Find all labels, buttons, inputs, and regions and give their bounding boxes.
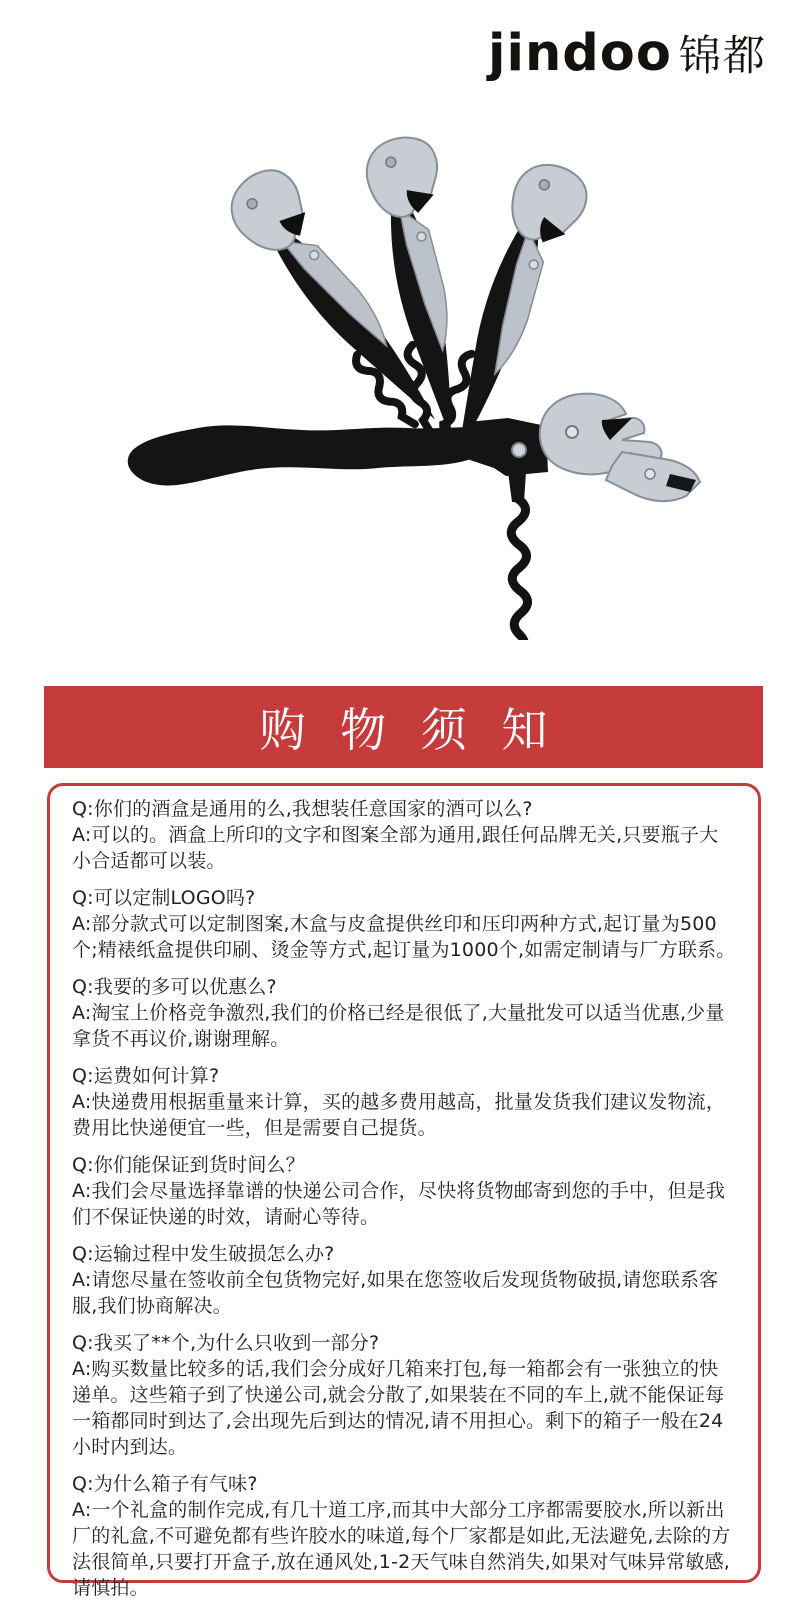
- notice-banner-title: 购 物 须 知: [259, 703, 558, 757]
- qa-item: [72, 885, 736, 963]
- qa-answer: A:可以的。酒盒上所印的文字和图案全部为通用,跟任何品牌无关,只要瓶子大小合适都可以装。: [72, 824, 719, 872]
- qa-item: [72, 1152, 736, 1230]
- qa-item: [72, 1063, 736, 1141]
- product-image-corkscrews: [110, 100, 710, 640]
- qa-answer: A:我们会尽量选择靠谱的快递公司合作，尽快将货物邮寄到您的手中，但是我们不保证快递的时效，请耐心等待。: [72, 1180, 726, 1228]
- brand-logo-cn: 锦都: [678, 30, 767, 80]
- qa-item: [72, 1330, 736, 1460]
- qa-answer: A:请您尽量在签收前全包货物完好,如果在您签收后发现货物破损,请您联系客服,我们协商解决。: [72, 1269, 719, 1317]
- corkscrews-illustration: [110, 100, 710, 640]
- qa-question: Q:我买了**个,为什么只收到一部分?: [72, 1332, 380, 1354]
- qa-answer: A:淘宝上价格竞争激烈,我们的价格已经是很低了,大量批发可以适当优惠,少量拿货不再议价,谢谢理解。: [72, 1002, 725, 1050]
- qa-question: Q:你们的酒盒是通用的么,我想装任意国家的酒可以么?: [72, 798, 533, 820]
- brand-logo: [488, 24, 767, 83]
- qa-answer: A:部分款式可以定制图案,木盒与皮盒提供丝印和压印两种方式,起订量为500个;精裱纸盒提供印刷、烫金等方式,起订量为1000个,如需定制请与厂方联系。: [72, 913, 736, 961]
- qa-question: Q:你们能保证到货时间么？: [72, 1154, 305, 1176]
- notice-banner: [44, 686, 763, 768]
- qa-question: Q:为什么箱子有气味?: [72, 1473, 258, 1495]
- qa-question: Q:可以定制LOGO吗?: [72, 887, 256, 909]
- qa-question: Q:运输过程中发生破损怎么办?: [72, 1243, 335, 1265]
- qa-answer: A:快递费用根据重量来计算，买的越多费用越高，批量发货我们建议发物流，费用比快递便宜一些，但是需要自己提货。: [72, 1091, 726, 1139]
- qa-item: [72, 974, 736, 1052]
- qa-answer: A:一个礼盒的制作完成,有几十道工序,而其中大部分工序都需要胶水,所以新出厂的礼盒,不可避免都有些许胶水的味道,每个厂家都是如此,无法避免,去除的方法很简单,只要打开盒子,放在通风处,1-2天气味自然消失,如果对气味异常敏感,请慎拍。: [72, 1499, 731, 1599]
- qa-item: [72, 1471, 736, 1600]
- notice-box: [47, 783, 761, 1599]
- qa-question: Q:运费如何计算?: [72, 1065, 220, 1087]
- qa-item: [72, 796, 736, 874]
- qa-item: [72, 1241, 736, 1319]
- qa-answer: A:购买数量比较多的话,我们会分成好几箱来打包,每一箱都会有一张独立的快递单。这些箱子到了快递公司,就会分散了,如果装在不同的车上,就不能保证每一箱都同时到达了,会出现先后到达的情况,请不用担心。剩下的箱子一般在24小时内到达。: [72, 1358, 725, 1458]
- qa-question: Q:我要的多可以优惠么?: [72, 976, 277, 998]
- brand-logo-latin: jindoo: [488, 24, 672, 83]
